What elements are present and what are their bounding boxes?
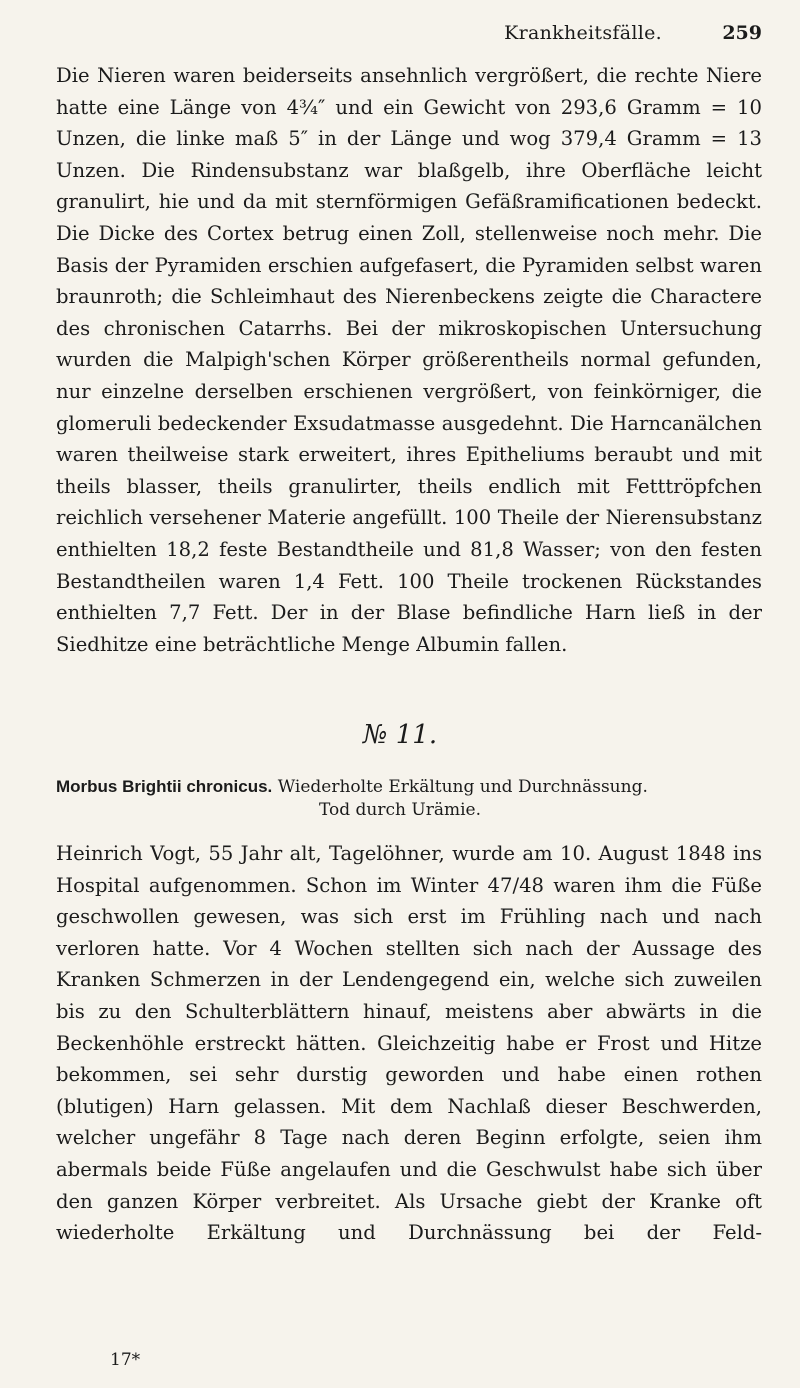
case-title: [56, 774, 762, 800]
case-title-latin: Morbus Brightii chronicus.: [56, 777, 273, 796]
printer-signature: 17*: [110, 1350, 141, 1370]
case-title-german: Wiederholte Erkältung und Durchnässung.: [277, 777, 648, 797]
page-number: 259: [722, 22, 762, 44]
body-paragraph-1: Die Nieren waren beiderseits ansehnlich vergrößert, die rechte Niere hatte eine Länge von 4¾″ und ein Gewicht von 293,6 Gramm = 10 Unzen, die linke maß 5″ in der Länge und wog 379,4 Gramm = 13 Unzen. Die Rindensubstanz war blaßgelb, ihre Oberfläche leicht granulirt, hie und da mit sternförmigen Gefäßramificationen bedeckt. Die Dicke des Cortex betrug einen Zoll, stellenweise noch mehr. Die Basis der Pyramiden erschien aufgefasert, die Pyramiden selbst waren braunroth; die Schleimhaut des Nierenbeckens zeigte die Charactere des chronischen Catarrhs. Bei der mikroskopischen Untersuchung wurden die Malpigh'schen Körper größerentheils normal gefunden, nur einzelne derselben erschienen vergrößert, von feinkörniger, die glomeruli bedeckender Exsudatmasse ausgedehnt. Die Harncanälchen waren theilweise stark erweitert, ihres Epitheliums beraubt und mit theils blasser, theils granulirter, theils endlich mit Fetttröpfchen reichlich versehener Materie angefüllt. 100 Theile der Nierensubstanz enthielten 18,2 feste Bestandtheile und 81,8 Wasser; von den festen Bestandtheilen waren 1,4 Fett. 100 Theile trockenen Rückstandes enthielten 7,7 Fett. Der in der Blase befindliche Harn ließ in der Siedhitze eine beträchtliche Menge Albumin fallen.: [56, 64, 762, 656]
running-head: [56, 22, 762, 52]
case-number: № 11.: [362, 720, 438, 750]
running-title: Krankheitsfälle.: [504, 22, 662, 44]
body-paragraph-2: Heinrich Vogt, 55 Jahr alt, Tagelöhner, wurde am 10. August 1848 ins Hospital aufgenommen. Schon im Winter 47/48 waren ihm die Füße geschwollen gewesen, was sich erst im Frühling nach und nach verloren hatte. Vor 4 Wochen stellten sich nach der Aussage des Kranken Schmerzen in der Lendengegend ein, welche sich zuweilen bis zu den Schulterblättern hinauf, meistens aber abwärts in die Beckenhöhle erstreckt hätten. Gleichzeitig habe er Frost und Hitze bekommen, sei sehr durstig geworden und habe einen rothen (blutigen) Harn gelassen. Mit dem Nachlaß dieser Beschwerden, welcher ungefähr 8 Tage nach deren Beginn erfolgte, seien ihm abermals beide Füße angelaufen und die Geschwulst habe sich über den ganzen Körper verbreitet. Als Ursache giebt der Kranke oft wiederholte Erkältung und Durchnässung bei der Feld-: [56, 842, 762, 1245]
case-subtitle: Tod durch Urämie.: [319, 800, 481, 820]
